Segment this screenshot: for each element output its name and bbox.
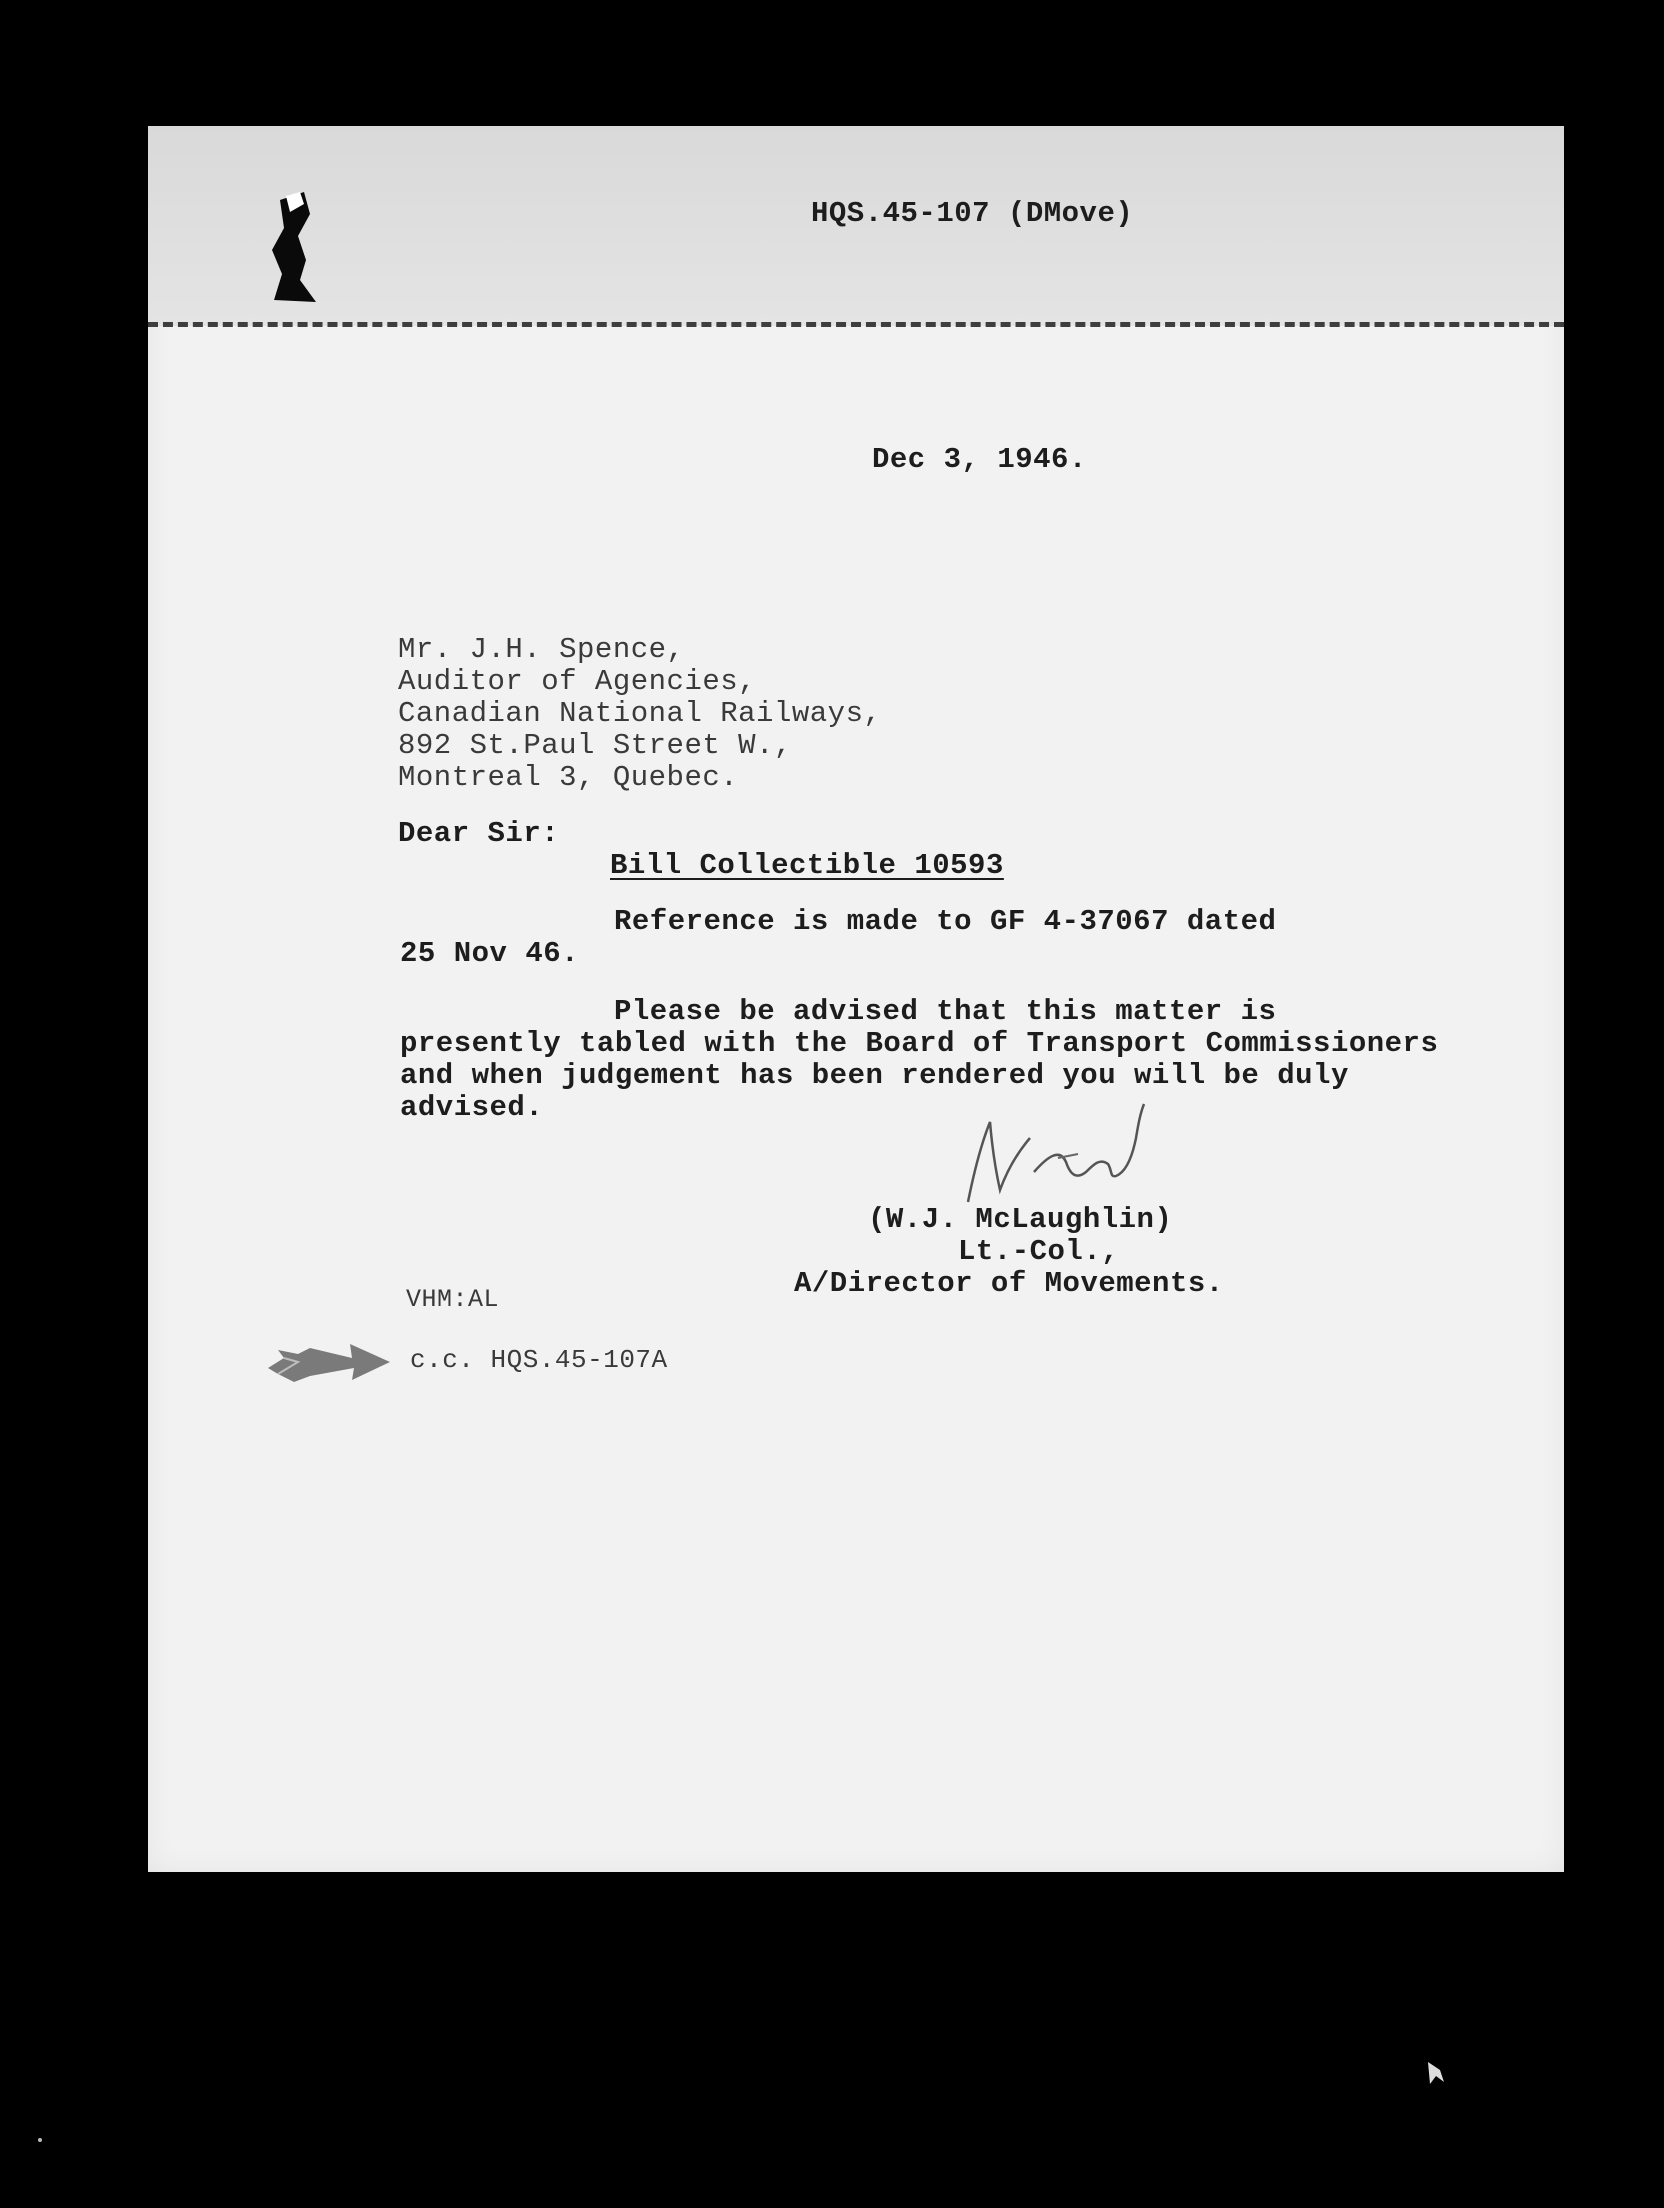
addressee-line: 892 St.Paul Street W., xyxy=(398,729,792,762)
subject-line: Bill Collectible 10593 xyxy=(610,849,1004,882)
salutation: Dear Sir: xyxy=(398,817,560,850)
letter-date: Dec 3, 1946. xyxy=(872,443,1087,476)
body-line: presently tabled with the Board of Transport Commissioners xyxy=(400,1027,1439,1060)
punch-hole-mark xyxy=(266,190,328,304)
addressee-line: Canadian National Railways, xyxy=(398,697,882,730)
signatory-name: (W.J. McLaughlin) xyxy=(868,1203,1173,1236)
signatory-rank: Lt.-Col., xyxy=(958,1235,1120,1268)
body-line: Reference is made to GF 4-37067 dated xyxy=(614,905,1277,938)
signatory-title: A/Director of Movements. xyxy=(794,1267,1224,1300)
addressee-line: Auditor of Agencies, xyxy=(398,665,757,698)
body-line: 25 Nov 46. xyxy=(400,937,580,970)
carbon-copy-reference: c.c. HQS.45-107A xyxy=(410,1345,668,1375)
letter-page xyxy=(148,126,1564,1872)
body-line: and when judgement has been rendered you will be duly xyxy=(400,1059,1349,1092)
body-line: advised. xyxy=(400,1091,544,1124)
addressee-line: Mr. J.H. Spence, xyxy=(398,633,685,666)
file-reference: HQS.45-107 (DMove) xyxy=(811,197,1134,230)
body-line: Please be advised that this matter is xyxy=(614,995,1277,1028)
handwritten-signature xyxy=(938,1102,1168,1212)
addressee-line: Montreal 3, Quebec. xyxy=(398,761,739,794)
tear-line xyxy=(148,322,1564,327)
arrow-stamp-icon xyxy=(264,1336,394,1388)
typist-initials: VHM:AL xyxy=(406,1285,500,1314)
